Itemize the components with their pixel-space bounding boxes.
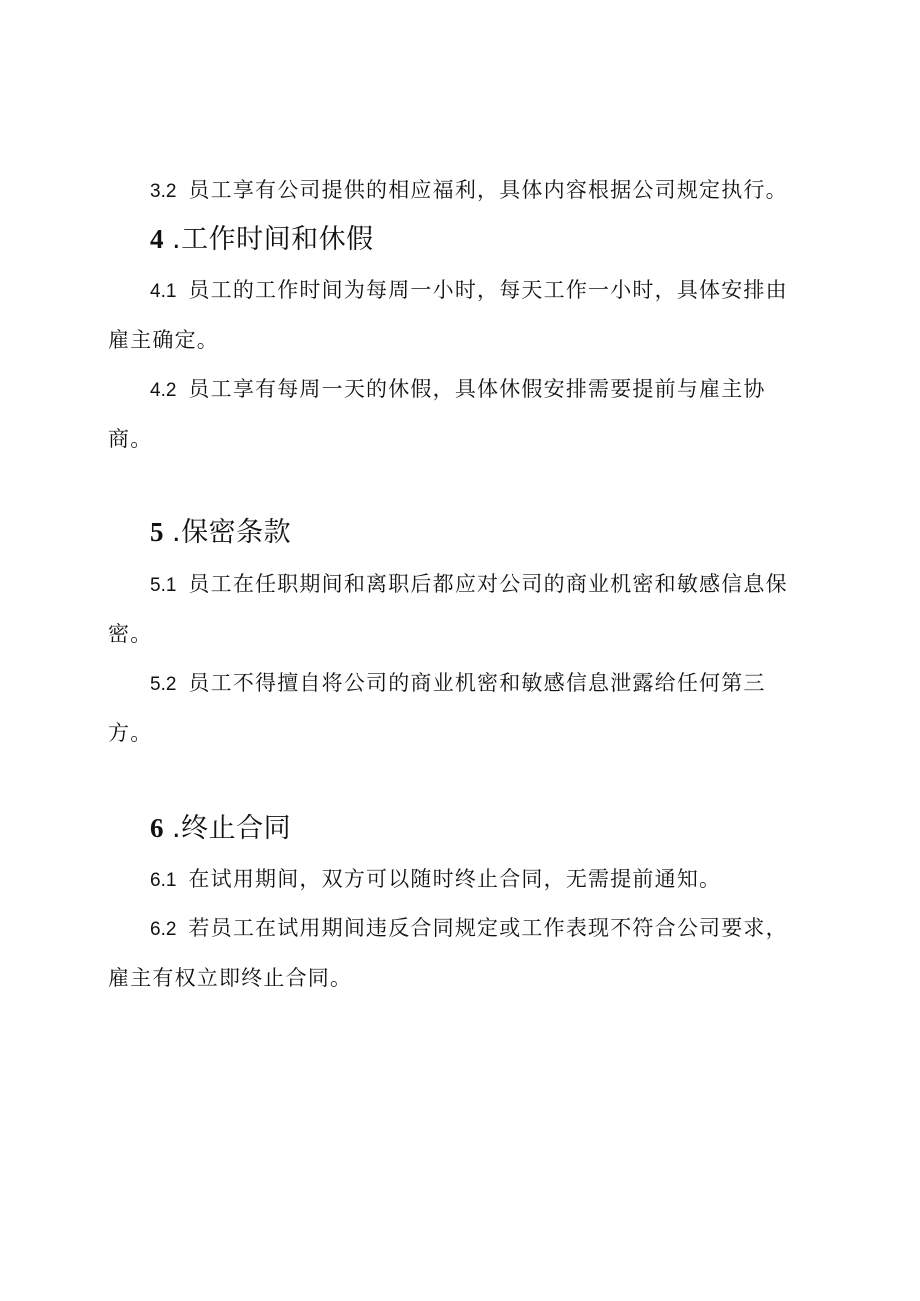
clause-text: 员工不得擅自将公司的商业机密和敏感信息泄露给任何第三方。 [108, 671, 766, 745]
section-heading-6 [150, 808, 291, 849]
clause-5-2 [108, 659, 808, 758]
clause-4-2 [108, 365, 808, 464]
section-number: 4 [150, 224, 164, 254]
clause-text: 员工享有每周一天的休假，具体休假安排需要提前与雇主协商。 [108, 377, 766, 451]
clause-number: 6.2 [150, 919, 177, 940]
clause-3-2 [108, 166, 808, 216]
clause-number: 4.1 [150, 281, 177, 302]
section-heading-4 [150, 219, 374, 260]
section-title: .保密条款 [172, 517, 292, 548]
section-title: .终止合同 [172, 813, 292, 844]
clause-6-1 [108, 855, 808, 905]
clause-number: 3.2 [150, 181, 177, 202]
section-heading-5 [150, 512, 291, 553]
section-number: 6 [150, 813, 164, 843]
clause-number: 6.1 [150, 870, 177, 891]
section-title: .工作时间和休假 [172, 224, 374, 255]
clause-number: 5.2 [150, 674, 177, 695]
clause-number: 4.2 [150, 380, 177, 401]
clause-text: 若员工在试用期间违反合同规定或工作表现不符合公司要求，雇主有权立即终止合同。 [108, 916, 788, 990]
clause-4-1 [108, 266, 808, 365]
clause-5-1 [108, 560, 808, 659]
clause-text: 员工享有公司提供的相应福利，具体内容根据公司规定执行。 [188, 178, 788, 202]
clause-text: 员工在任职期间和离职后都应对公司的商业机密和敏感信息保密。 [108, 572, 788, 646]
clause-text: 员工的工作时间为每周一小时，每天工作一小时，具体安排由雇主确定。 [108, 278, 788, 352]
section-number: 5 [150, 517, 164, 547]
clause-number: 5.1 [150, 575, 177, 596]
clause-text: 在试用期间，双方可以随时终止合同，无需提前通知。 [188, 867, 722, 891]
clause-6-2 [108, 904, 808, 1003]
